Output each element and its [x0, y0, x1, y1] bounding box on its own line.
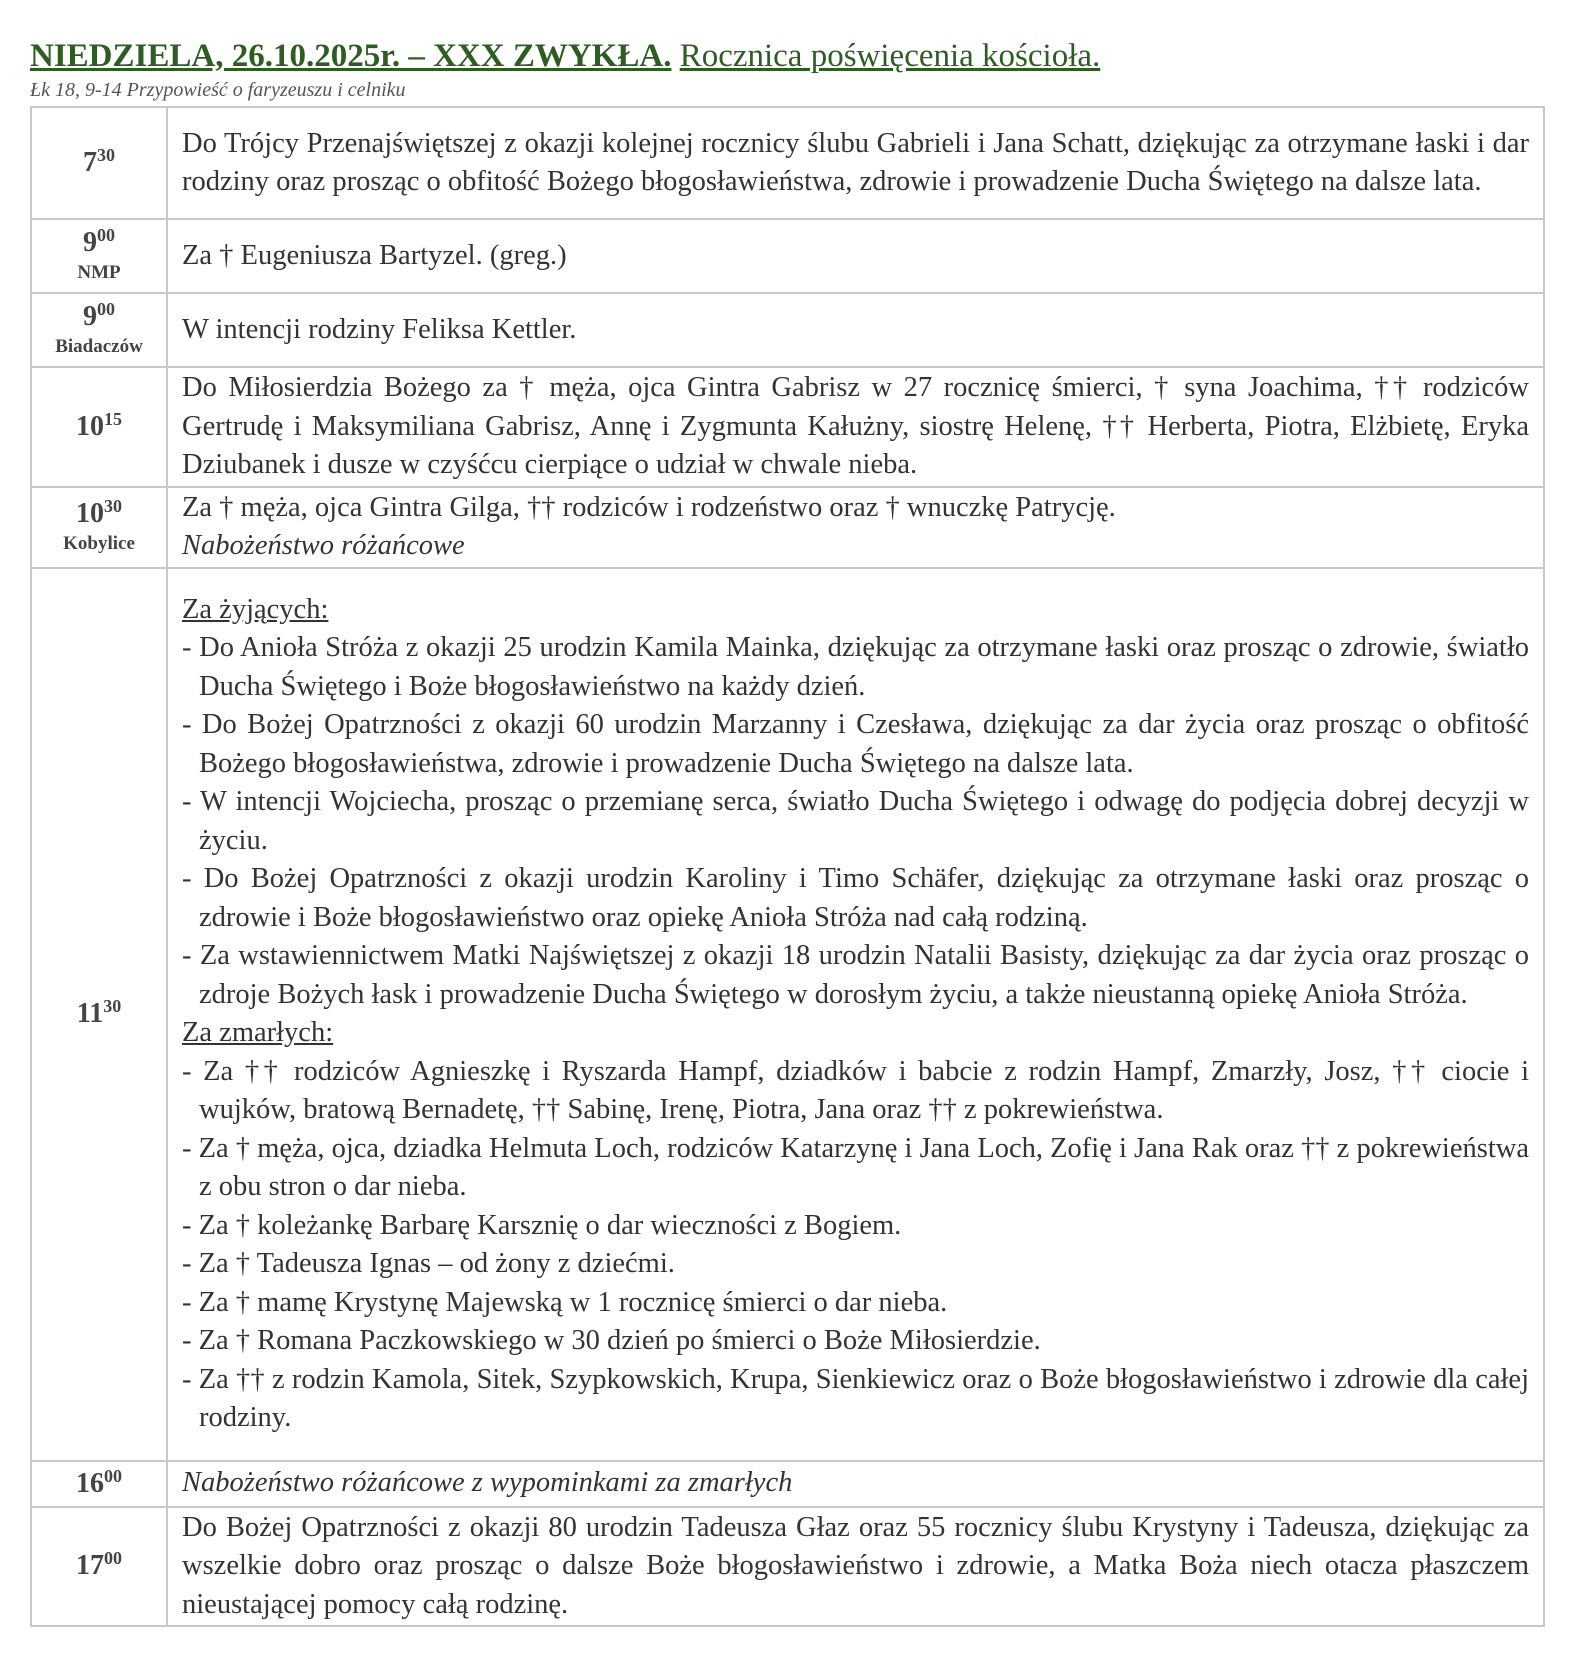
- list-item: - W intencji Wojciecha, prosząc o przemianę serca, światło Ducha Świętego i odwagę do podjęcia dobrej decyzji w życiu.: [182, 786, 1529, 856]
- table-row: [31, 487, 1544, 568]
- list-item: - Za † koleżankę Barbarę Karsznię o dar wieczności z Bogiem.: [182, 1209, 902, 1241]
- intentions-page: [30, 34, 1545, 1627]
- list-item: - Za wstawiennictwem Matki Najświętszej z okazji 18 urodzin Natalii Basisty, dziękując za dar życia oraz prosząc o zdroje Bożych łask i prowadzenie Ducha Świętego w dorosłym życiu, a także nieustanną opiekę Anioła Stróża.: [182, 940, 1529, 1010]
- table-row: [31, 1507, 1544, 1627]
- table-row: [31, 1461, 1544, 1507]
- mass-intentions-table: [30, 106, 1545, 1627]
- table-row: [31, 107, 1544, 219]
- intention-text: Nabożeństwo różańcowe z wypominkami za zmarłych: [167, 1461, 1544, 1507]
- intention-text: Do Miłosierdzia Bożego za † męża, ojca Gintra Gabrisz w 27 rocznicę śmierci, † syna Joachima, †† rodziców Gertrudę i Maksymiliana Gabrisz, Annę i Zygmunta Kałużny, siostrę Helenę, †† Herberta, Piotra, Elżbietę, Eryka Dziubanek i dusze w czyśćcu cierpiące o udział w chwale nieba.: [167, 367, 1544, 487]
- list-item: - Za † Tadeusza Ignas – od żony z dziećmi.: [182, 1248, 675, 1279]
- living-heading: Za żyjących:: [182, 593, 329, 625]
- list-item: - Do Bożej Opatrzności z okazji 60 urodzin Marzanny i Czesława, dziękując za dar życia oraz prosząc o obfitość Bożego błogosławieństwa, zdrowie i prowadzenie Ducha Świętego na dalsze lata.: [182, 709, 1529, 779]
- mass-time: $9^{00}$ Biadaczów: [31, 293, 167, 367]
- list-item: - Za † Romana Paczkowskiego w 30 dzień po śmierci o Boże Miłosierdzie.: [182, 1325, 1041, 1356]
- mass-location: Biadaczów: [55, 336, 143, 357]
- table-row: [31, 219, 1544, 293]
- list-item: - Za † męża, ojca, dziadka Helmuta Loch, rodziców Katarzynę i Jana Loch, Zofię i Jana Rak oraz †† z pokrewieństwa z obu stron o dar nieba.: [182, 1132, 1529, 1202]
- table-row: [31, 293, 1544, 367]
- mass-time: $17^{00}$: [31, 1507, 167, 1627]
- list-item: - Do Anioła Stróża z okazji 25 urodzin Kamila Mainka, dziękując za otrzymane łaski oraz prosząc o zdrowie, światło Ducha Świętego i Boże błogosławieństwo na każdy dzień.: [182, 632, 1529, 702]
- intention-cell: [167, 568, 1544, 1461]
- page-title: [30, 34, 1545, 78]
- list-item: - Za † mamę Krystynę Majewską w 1 rocznicę śmierci o dar nieba.: [182, 1286, 948, 1318]
- dead-heading: Za zmarłych:: [182, 1017, 334, 1048]
- gospel-reading: Łk 18, 9-14 Przypowieść o faryzeuszu i celniku: [30, 79, 406, 101]
- title-date: NIEDZIELA, 26.10.2025r. – XXX ZWYKŁA.: [30, 38, 672, 74]
- mass-time: $16^{00}$: [31, 1461, 167, 1507]
- mass-time: $11^{30}$: [31, 568, 167, 1461]
- intention-text: W intencji rodziny Feliksa Kettler.: [167, 293, 1544, 367]
- intention-text: Za † Eugeniusza Bartyzel. (greg.): [167, 219, 1544, 293]
- mass-location: NMP: [77, 262, 121, 283]
- intention-text: Do Trójcy Przenajświętszej z okazji kolejnej rocznicy ślubu Gabrieli i Jana Schatt, dziękując za otrzymane łaski i dar rodziny oraz prosząc o obfitość Bożego błogosławieństwa, zdrowie i prowadzenie Ducha Świętego na dalsze lata.: [167, 107, 1544, 219]
- intention-text: Za † męża, ojca Gintra Gilga, †† rodziców i rodzeństwo oraz † wnuczkę Patrycję.: [182, 491, 1116, 523]
- title-occasion: Rocznica poświęcenia kościoła.: [679, 38, 1101, 74]
- mass-time: $9^{00}$ NMP: [31, 219, 167, 293]
- list-item: - Za †† z rodzin Kamola, Sitek, Szypkowskich, Krupa, Sienkiewicz oraz o Boże błogosławieństwo i zdrowie dla całej rodziny.: [182, 1363, 1529, 1433]
- list-item: - Do Bożej Opatrzności z okazji urodzin Karoliny i Timo Schäfer, dziękując za otrzymane łaski oraz prosząc o zdrowie i Boże błogosławieństwo oraz opiekę Anioła Stróża nad całą rodziną.: [182, 863, 1529, 933]
- table-row: [31, 367, 1544, 487]
- mass-time: $10^{15}$: [31, 367, 167, 487]
- list-item: - Za †† rodziców Agnieszkę i Ryszarda Hampf, dziadków i babcie z rodzin Hampf, Zmarzły, Josz, †† ciocie i wujków, bratową Bernadetę, †† Sabinę, Irenę, Piotra, Jana oraz †† z pokrewieństwa.: [182, 1055, 1529, 1125]
- intention-cell: [167, 487, 1544, 568]
- intention-text: Do Bożej Opatrzności z okazji 80 urodzin Tadeusza Głaz oraz 55 rocznicy ślubu Krystyny i Tadeusza, dziękując za wszelkie dobro oraz prosząc o dalsze Boże błogosławieństwo i zdrowie, a Matka Boża niech otacza płaszczem nieustającej pomocy całą rodzinę.: [167, 1507, 1544, 1627]
- rosary-note: Nabożeństwo różańcowe: [182, 530, 465, 561]
- mass-location: Kobylice: [63, 533, 135, 554]
- table-row: [31, 568, 1544, 1461]
- mass-time: $10^{30}$ Kobylice: [31, 487, 167, 568]
- mass-time: $7^{30}$: [31, 107, 167, 219]
